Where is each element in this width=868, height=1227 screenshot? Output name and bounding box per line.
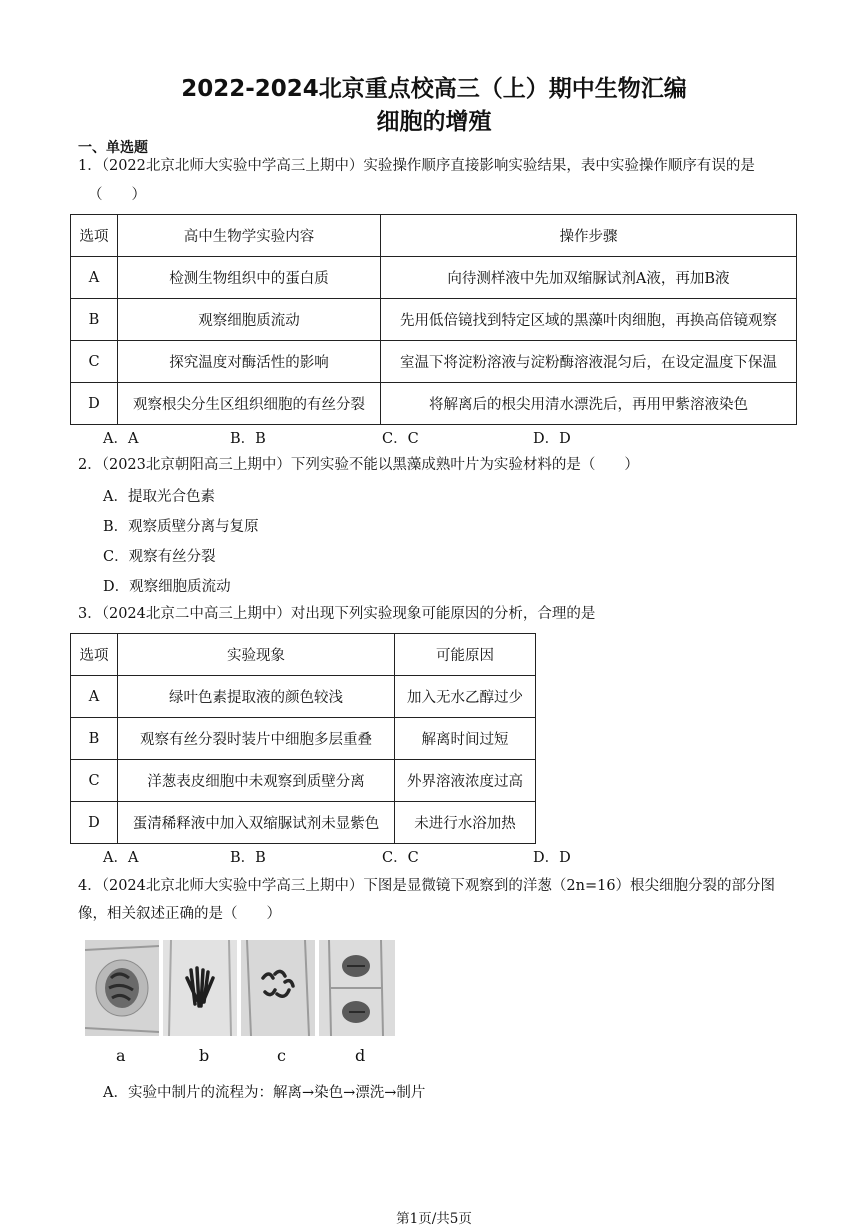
question-2-text: 2．（2023北京朝阳高三上期中）下列实验不能以黑藻成熟叶片为实验材料的是（ ） bbox=[78, 457, 639, 473]
table-header-cell: 选项 bbox=[71, 215, 118, 257]
section-heading: 一、单选题 bbox=[78, 140, 148, 156]
question-4-text: 4．（2024北京北师大实验中学高三上期中）下图是显微镜下观察到的洋葱（2n=16）根尖细胞分裂的部分图 bbox=[78, 878, 776, 894]
table-cell: 观察根尖分生区组织细胞的有丝分裂 bbox=[118, 383, 381, 425]
table-header-cell: 选项 bbox=[71, 634, 118, 676]
question-1-text-cont: （ ） bbox=[88, 187, 146, 203]
table-header-cell: 可能原因 bbox=[395, 634, 536, 676]
micrograph-c bbox=[241, 940, 315, 1036]
table-row bbox=[71, 802, 536, 844]
table-cell: 向待测样液中先加双缩脲试剂A液，再加B液 bbox=[381, 257, 797, 299]
table-cell: D bbox=[71, 802, 118, 844]
table-header-cell: 高中生物学实验内容 bbox=[118, 215, 381, 257]
table-cell: B bbox=[71, 299, 118, 341]
q3-option-b[interactable]: B．B bbox=[230, 850, 266, 866]
table-row bbox=[71, 676, 536, 718]
table-row bbox=[71, 341, 797, 383]
page-footer: 第1页/共5页 bbox=[396, 1211, 472, 1227]
micrograph-a bbox=[85, 940, 159, 1036]
table-cell: 加入无水乙醇过少 bbox=[395, 676, 536, 718]
q1-option-a[interactable]: A．A bbox=[103, 431, 139, 447]
q2-option-b[interactable]: B．观察质壁分离与复原 bbox=[103, 519, 259, 535]
table-cell: 探究温度对酶活性的影响 bbox=[118, 341, 381, 383]
page-subtitle: 细胞的增殖 bbox=[376, 109, 492, 135]
table-header-row bbox=[71, 215, 797, 257]
q1-option-c[interactable]: C．C bbox=[382, 431, 419, 447]
table-cell: 室温下将淀粉溶液与淀粉酶溶液混匀后，在设定温度下保温 bbox=[381, 341, 797, 383]
table-cell: 蛋清稀释液中加入双缩脲试剂未显紫色 bbox=[118, 802, 395, 844]
q1-option-b[interactable]: B．B bbox=[230, 431, 266, 447]
table-row bbox=[71, 257, 797, 299]
table-cell: 观察细胞质流动 bbox=[118, 299, 381, 341]
q2-option-d[interactable]: D．观察细胞质流动 bbox=[103, 579, 231, 595]
table-cell: 将解离后的根尖用清水漂洗后，再用甲紫溶液染色 bbox=[381, 383, 797, 425]
table-row bbox=[71, 760, 536, 802]
micrograph-d bbox=[319, 940, 395, 1036]
micrograph-label-a: a bbox=[116, 1046, 126, 1065]
table-row bbox=[71, 299, 797, 341]
question-3-table bbox=[70, 633, 536, 844]
table-row bbox=[71, 718, 536, 760]
table-cell: 外界溶液浓度过高 bbox=[395, 760, 536, 802]
question-4-text-cont: 像，相关叙述正确的是（ ） bbox=[78, 906, 281, 922]
q4-option-a[interactable]: A．实验中制片的流程为：解离→染色→漂洗→制片 bbox=[103, 1085, 426, 1101]
table-cell: B bbox=[71, 718, 118, 760]
table-cell: D bbox=[71, 383, 118, 425]
table-header-row bbox=[71, 634, 536, 676]
table-header-cell: 操作步骤 bbox=[381, 215, 797, 257]
question-1-table bbox=[70, 214, 797, 425]
q2-option-c[interactable]: C．观察有丝分裂 bbox=[103, 549, 216, 565]
table-cell: 绿叶色素提取液的颜色较浅 bbox=[118, 676, 395, 718]
table-cell: C bbox=[71, 341, 118, 383]
table-cell: 检测生物组织中的蛋白质 bbox=[118, 257, 381, 299]
micrograph-label-c: c bbox=[277, 1046, 286, 1065]
table-cell: 先用低倍镜找到特定区域的黑藻叶肉细胞，再换高倍镜观察 bbox=[381, 299, 797, 341]
table-cell: C bbox=[71, 760, 118, 802]
q3-option-d[interactable]: D．D bbox=[533, 850, 571, 866]
table-cell: 未进行水浴加热 bbox=[395, 802, 536, 844]
table-cell: 解离时间过短 bbox=[395, 718, 536, 760]
table-cell: A bbox=[71, 257, 118, 299]
micrograph-b bbox=[163, 940, 237, 1036]
table-cell: 观察有丝分裂时装片中细胞多层重叠 bbox=[118, 718, 395, 760]
q3-option-c[interactable]: C．C bbox=[382, 850, 419, 866]
table-row bbox=[71, 383, 797, 425]
table-header-cell: 实验现象 bbox=[118, 634, 395, 676]
q2-option-a[interactable]: A．提取光合色素 bbox=[103, 489, 215, 505]
q3-option-a[interactable]: A．A bbox=[103, 850, 139, 866]
question-1-text: 1．（2022北京北师大实验中学高三上期中）实验操作顺序直接影响实验结果，表中实验操作顺序有误的是 bbox=[78, 158, 755, 174]
q1-option-d[interactable]: D．D bbox=[533, 431, 571, 447]
micrograph-label-b: b bbox=[199, 1046, 210, 1065]
micrograph-label-d: d bbox=[355, 1046, 366, 1065]
table-cell: 洋葱表皮细胞中未观察到质壁分离 bbox=[118, 760, 395, 802]
table-cell: A bbox=[71, 676, 118, 718]
question-3-text: 3．（2024北京二中高三上期中）对出现下列实验现象可能原因的分析，合理的是 bbox=[78, 606, 596, 622]
page-title: 2022-2024北京重点校高三（上）期中生物汇编 bbox=[181, 76, 687, 102]
